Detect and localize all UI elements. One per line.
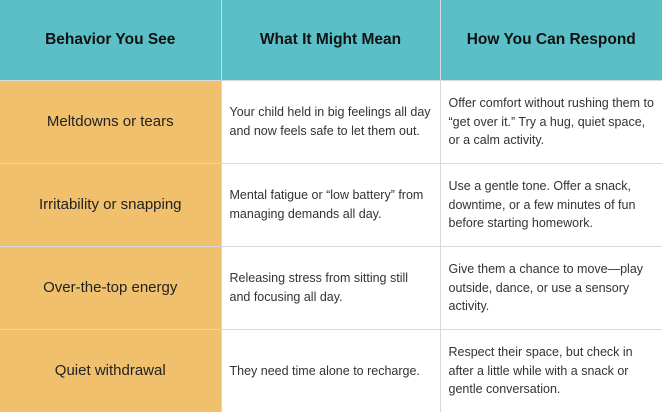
behavior-cell: Meltdowns or tears [0,81,221,164]
behavior-cell: Quiet withdrawal [0,330,221,412]
respond-cell: Give them a chance to move—play outside, dance, or use a sensory activity. [440,247,662,330]
header-behavior: Behavior You See [0,0,221,81]
meaning-cell: Releasing stress from sitting still and focusing all day. [221,247,440,330]
respond-cell: Use a gentle tone. Offer a snack, downtime, or a few minutes of fun before starting homework. [440,164,662,247]
header-meaning: What It Might Mean [221,0,440,81]
behavior-cell: Over-the-top energy [0,247,221,330]
behavior-cell: Irritability or snapping [0,164,221,247]
meaning-cell: Your child held in big feelings all day and now feels safe to let them out. [221,81,440,164]
table-row [0,330,662,412]
meaning-cell: Mental fatigue or “low battery” from managing demands all day. [221,164,440,247]
table-row [0,81,662,164]
table-row [0,164,662,247]
respond-cell: Offer comfort without rushing them to “get over it.” Try a hug, quiet space, or a calm activity. [440,81,662,164]
respond-cell: Respect their space, but check in after a little while with a snack or gentle conversation. [440,330,662,412]
header-respond: How You Can Respond [440,0,662,81]
header-row [0,0,662,81]
meaning-cell: They need time alone to recharge. [221,330,440,412]
table-row [0,247,662,330]
